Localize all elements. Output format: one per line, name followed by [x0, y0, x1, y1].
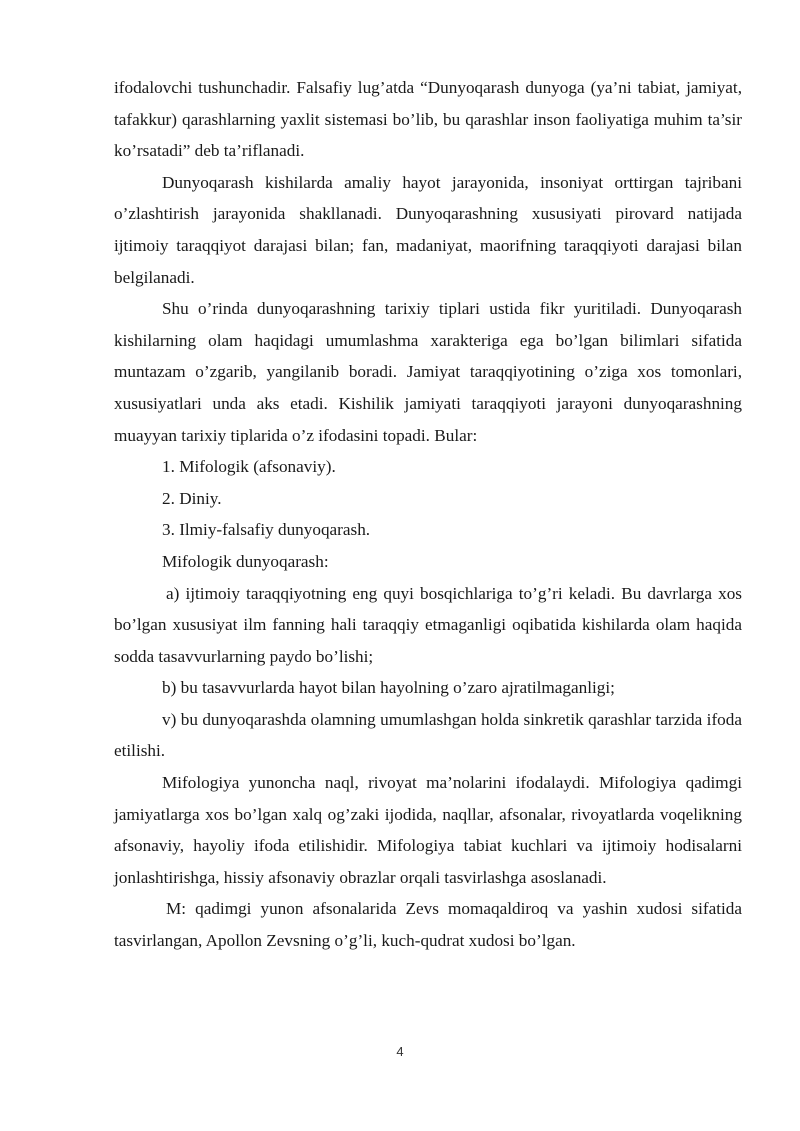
paragraph-example-zeus: M: qadimgi yunon afsonalarida Zevs momaqaldiroq va yashin xudosi sifatida tasvirlangan, Apollon Zevsning o’g’li, kuch-qudrat xudosi bo’lgan. — [114, 899, 742, 951]
list-item-mythological: 1. Mifologik (afsonaviy). — [162, 457, 336, 477]
paragraph-point-a: a) ijtimoiy taraqqiyotning eng quyi bosqichlariga to’g’ri keladi. Bu davrlarga xos bo’lgan xususiyat ilm fanning hali taraqqiy etmaganligi oqibatida kishilarda olam haqida sodda tasavvurlarning paydo bo’lishi; — [114, 583, 742, 666]
paragraph-mythology-definition: Mifologiya yunoncha naql, rivoyat ma’nolarini ifodalaydi. Mifologiya qadimgi jamiyatlarga xos bo’lgan xalq og’zaki ijodida, naqllar, afsonalar, rivoyatlarda voqelikning afsonaviy, hayoliy ifoda etilishidir. Mifologiya tabiat kuchlari va ijtimoiy hodisalarni jonlashtirishga, hissiy afsonaviy obrazlar orqali tasvirlashga asoslanadi. — [114, 773, 742, 887]
document-page — [114, 72, 742, 957]
list-item-scientific-philosophical: 3. Ilmiy-falsafiy dunyoqarash. — [162, 520, 371, 540]
paragraph-continuation: ifodalovchi tushunchadir. Falsafiy lug’atda “Dunyoqarash dunyoga (ya’ni tabiat, jamiyat, tafakkur) qarashlarning yaxlit sistemasi bo’lib, bu qarashlar inson faoliyatiga muhim ta’sir ko’rsatadi” deb ta’riflanadi. — [114, 78, 742, 161]
paragraph-point-v: v) bu dunyoqarashda olamning umumlashgan holda sinkretik qarashlar tarzida ifoda etilishi. — [114, 709, 742, 761]
subheading-mythological-worldview: Mifologik dunyoqarash: — [162, 551, 329, 571]
paragraph-historical-types: Shu o’rinda dunyoqarashning tarixiy tiplari ustida fikr yuritiladi. Dunyoqarash kishilarning olam haqidagi umumlashma xarakteriga ega bo’lgan bilimlari sifatida muntazam o’zgarib, yangilanib boradi. Jamiyat taraqqiyotining o’ziga xos tomonlari, xususiyatlari unda aks etadi. Kishilik jamiyati taraqqiyoti jarayoni dunyoqarashning muayyan tarixiy tiplarida o’z ifodasini topadi. Bular: — [114, 299, 742, 445]
list-item-religious: 2. Diniy. — [162, 488, 222, 508]
paragraph-point-b: b) bu tasavvurlarda hayot bilan hayolning o’zaro ajratilmaganligi; — [162, 678, 615, 698]
paragraph-worldview-formation: Dunyoqarash kishilarda amaliy hayot jarayonida, insoniyat orttirgan tajribani o’zlashtirish jarayonida shakllanadi. Dunyoqarashning xususiyati pirovard natijada ijtimoiy taraqqiyot darajasi bilan; fan, madaniyat, maorifning taraqqiyoti darajasi bilan belgilanadi. — [114, 172, 742, 287]
page-number: 4 — [396, 1044, 404, 1059]
